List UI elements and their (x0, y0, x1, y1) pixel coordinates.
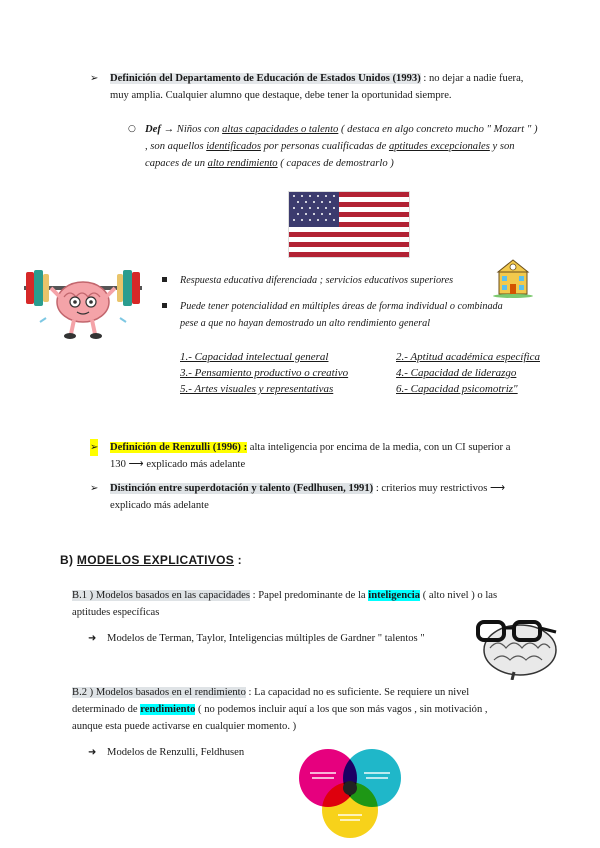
b2-t2: determinado de (72, 704, 141, 715)
arrow-icon: ➜ (88, 633, 97, 644)
def-t4: y son (489, 141, 515, 152)
brain-weightlifter-image (16, 262, 151, 342)
b1-line2: aptitudes específicas (72, 607, 160, 618)
def-u1: altas capacidades o talento (222, 124, 339, 135)
ability-1: 1.- Capacidad intelectual general (180, 351, 329, 363)
section-b-heading (60, 553, 242, 567)
b1-sub (88, 630, 425, 647)
distincion-block (90, 480, 560, 514)
b1-highlight: inteligencia (368, 590, 421, 601)
ability-4: 4.- Capacidad de liderazgo (396, 367, 517, 379)
distincion-rest: : criterios muy restrictivos ⟶ (373, 483, 506, 494)
def-t3: por personas cualificadas de (260, 141, 389, 152)
us-flag-image (288, 191, 410, 258)
sec1-marker: ➢ (90, 73, 99, 84)
b2-t3: ( no podemos incluir aquí a los que son más vagos , sin motivación , (195, 704, 488, 715)
def-u4: alto rendimiento (207, 158, 278, 169)
bullet-1-text: Respuesta educativa diferenciada ; servicios educativos superiores (180, 275, 454, 286)
def-t1: ( destaca en algo concreto mucho " Mozart " ) (338, 124, 538, 135)
renzulli-colon: : (240, 442, 248, 453)
school-building-image (492, 258, 534, 298)
distincion-marker: ➢ (90, 483, 99, 494)
b1-label: B.1 ) Modelos basados en las capacidades (72, 590, 250, 601)
square-bullet-icon (162, 303, 167, 308)
renzulli-line2: 130 ⟶ explicado más adelante (110, 459, 246, 470)
sec1-block (90, 70, 560, 104)
b1-t1: : Papel predominante de la (249, 590, 369, 601)
three-ring-venn-image (290, 748, 410, 838)
bullet-2-text: Puede tener potencialidad en múltiples áreas de forma individual o combinada (180, 301, 503, 312)
distincion-line2: explicado más adelante (110, 500, 209, 511)
ability-3: 3.- Pensamiento productivo o creativo (180, 367, 349, 379)
sec1-line2: muy amplia. Cualquier alumno que destaque, debe tener la oportunidad siempre. (110, 90, 452, 101)
def-t2: , son aquellos (145, 141, 207, 152)
b1-t2: ( alto nivel ) o las (420, 590, 498, 601)
b2-highlight: rendimiento (140, 704, 196, 715)
square-bullet-icon (162, 277, 167, 282)
b1-sub-text: Modelos de Terman, Taylor, Inteligencias múltiples de Gardner " talentos " (107, 633, 425, 644)
brain-glasses-image (474, 610, 560, 680)
def-t5: capaces de un (145, 158, 208, 169)
b2-sub (88, 744, 244, 761)
list-item (162, 298, 562, 332)
renzulli-block (90, 439, 560, 473)
ability-2: 2.- Aptitud académica específica (396, 351, 540, 363)
distincion-title: Distinción entre superdotación y talento (Fedlhusen, 1991) (110, 483, 374, 494)
def-u2: identificados (206, 141, 261, 152)
def-marker: ○ (128, 124, 136, 134)
b2-label: B.2 ) Modelos basados en el rendimiento (72, 687, 246, 698)
renzulli-rest: alta inteligencia por encima de la media, con un CI superior a (247, 442, 511, 453)
section-b-prefix: B) (60, 553, 77, 567)
section-b-suffix: : (234, 553, 242, 567)
def-label: Def (145, 124, 161, 135)
def-block (128, 121, 560, 172)
bullet-3-text: pese a que no hayan demostrado un alto rendimiento general (180, 318, 431, 329)
sec1-rest: : no dejar a nadie fuera, (420, 73, 524, 84)
def-u3: aptitudes excepcionales (388, 141, 490, 152)
section-b-title: MODELOS EXPLICATIVOS (76, 553, 235, 567)
sec1-title: Definición del Departamento de Educación de Estados Unidos (1993) (110, 73, 421, 84)
def-t6: ( capaces de demostrarlo ) (277, 158, 394, 169)
b2-line3: aunque esta puede activarse en cualquier momento. ) (72, 721, 297, 732)
b2-sub-text: Modelos de Renzulli, Feldhusen (107, 747, 245, 758)
renzulli-title: Definición de Renzulli (1996) (110, 442, 241, 453)
ability-5: 5.- Artes visuales y representativas (180, 383, 334, 395)
arrow-icon: ➜ (88, 747, 97, 758)
def-arrow: → Niños con (160, 124, 223, 135)
b2-t1: : La capacidad no es suficiente. Se requiere un nivel (245, 687, 470, 698)
b2-block (72, 684, 558, 735)
renzulli-marker: ➢ (90, 439, 98, 456)
ability-6: 6.- Capacidad psicomotriz" (396, 383, 518, 395)
